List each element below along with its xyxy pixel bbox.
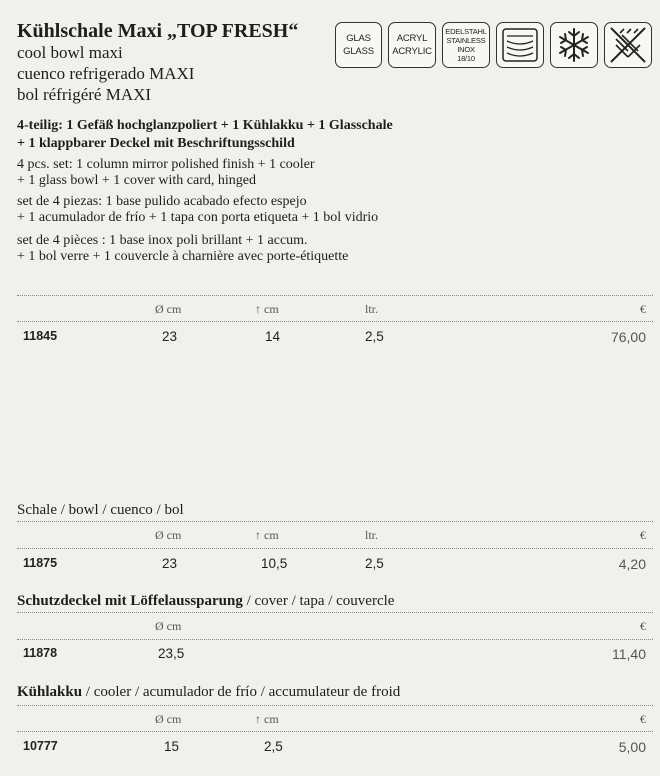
product-name-en: cool bowl maxi xyxy=(17,43,123,62)
price-value: 4,20 xyxy=(618,556,646,572)
divider xyxy=(17,295,653,296)
no-oven-icon xyxy=(604,22,652,68)
divider xyxy=(17,321,653,322)
diameter-header: Ø cm xyxy=(155,619,182,633)
dishwasher-icon xyxy=(496,22,544,68)
article-number: 11875 xyxy=(23,556,58,570)
description-en: 4 pcs. set: 1 column mirror polished finish + 1 cooler + 1 glass bowl + 1 cover with card, hinged xyxy=(17,157,315,188)
divider xyxy=(17,612,653,613)
section-title-bowl: Schale / bowl / cuenco / bol xyxy=(17,502,184,518)
article-number: 11878 xyxy=(23,646,58,660)
price-header: € xyxy=(640,619,646,633)
divider xyxy=(17,639,653,640)
height-header: ↑ cm xyxy=(255,302,279,316)
product-title: Kühlschale Maxi „TOP FRESH“ xyxy=(17,20,299,42)
diameter-value: 23,5 xyxy=(158,646,185,661)
price-header: € xyxy=(640,302,646,316)
volume-value: 2,5 xyxy=(365,329,384,344)
diameter-header: Ø cm xyxy=(155,302,182,316)
diameter-value: 23 xyxy=(162,556,178,571)
article-number: 10777 xyxy=(23,739,58,753)
arrow-up-icon: ↑ xyxy=(255,712,261,726)
volume-header: ltr. xyxy=(365,528,379,542)
stainless-steel-badge: EDELSTAHL STAINLESS INOX 18/10 xyxy=(442,22,490,68)
product-name-es: cuenco refrigerado MAXI xyxy=(17,64,195,83)
arrow-up-icon: ↑ xyxy=(255,302,261,316)
price-value: 76,00 xyxy=(610,329,646,345)
volume-value: 2,5 xyxy=(365,556,384,571)
price-header: € xyxy=(640,528,646,542)
freezer-icon xyxy=(550,22,598,68)
acrylic-badge: ACRYL ACRYLIC xyxy=(388,22,436,68)
description-de: 4-teilig: 1 Gefäß hochglanzpoliert + 1 Kühlakku + 1 Glasschale + 1 klappbarer Deckel mit Beschriftungsschild xyxy=(17,118,393,151)
height-value: 10,5 xyxy=(261,556,288,571)
diameter-value: 15 xyxy=(164,739,180,754)
volume-header: ltr. xyxy=(365,302,379,316)
description-es: set de 4 piezas: 1 base pulido acabado efecto espejo + 1 acumulador de frío + 1 tapa con porta etiqueta + 1 bol vidrio xyxy=(17,194,379,225)
diameter-header: Ø cm xyxy=(155,528,182,542)
description-fr: set de 4 pièces : 1 base inox poli brillant + 1 accum. + 1 bol verre + 1 couvercle à charnière avec porte-étiquette xyxy=(17,233,349,264)
glass-badge: GLAS GLASS xyxy=(335,22,382,68)
product-name-fr: bol réfrigéré MAXI xyxy=(17,85,152,104)
price-value: 5,00 xyxy=(618,739,646,755)
arrow-up-icon: ↑ xyxy=(255,528,261,542)
height-value: 14 xyxy=(265,329,281,344)
divider xyxy=(17,731,653,732)
divider xyxy=(17,705,653,706)
price-value: 11,40 xyxy=(612,646,646,662)
height-header: ↑ cm xyxy=(255,712,279,726)
section-title-cover: Schutzdeckel mit Löffelaussparung / cover / tapa / couvercle xyxy=(17,593,395,609)
divider xyxy=(17,521,653,522)
diameter-header: Ø cm xyxy=(155,712,182,726)
diameter-value: 23 xyxy=(162,329,178,344)
article-number: 11845 xyxy=(23,329,58,343)
divider xyxy=(17,548,653,549)
height-value: 2,5 xyxy=(264,739,283,754)
height-header: ↑ cm xyxy=(255,528,279,542)
price-header: € xyxy=(640,712,646,726)
section-title-cooler: Kühlakku / cooler / acumulador de frío / accumulateur de froid xyxy=(17,684,401,700)
